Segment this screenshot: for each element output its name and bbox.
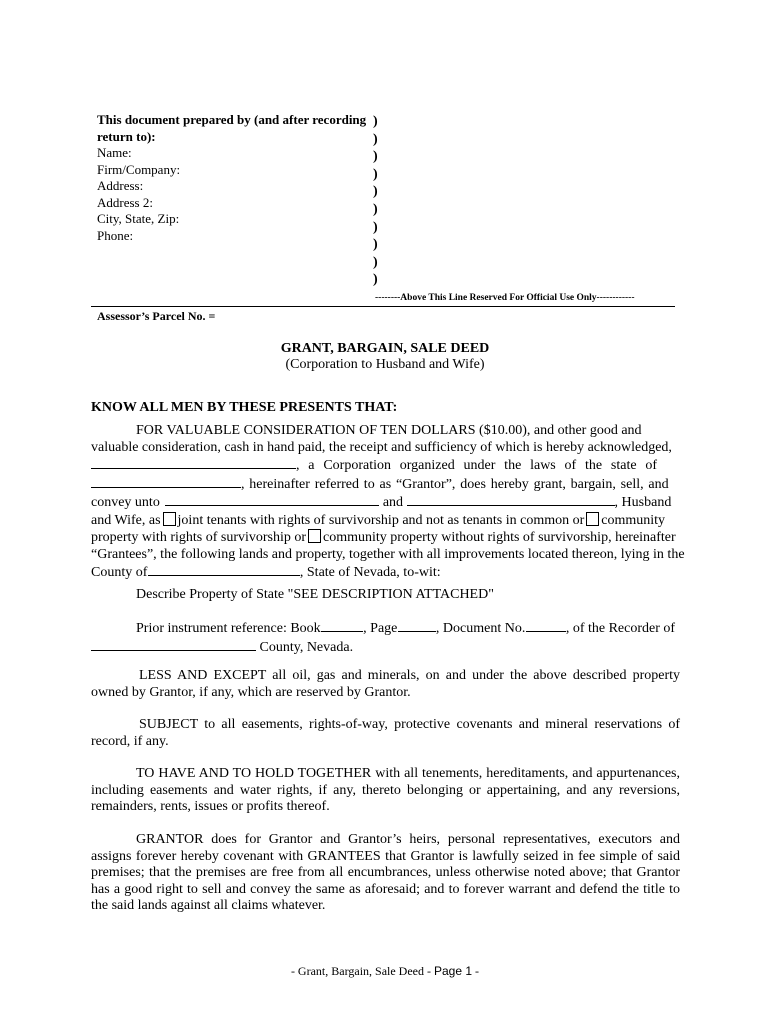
- paren: ): [373, 149, 378, 165]
- para-line: [91, 493, 680, 512]
- joint-tenants-checkbox[interactable]: [163, 512, 176, 526]
- footer-dash: -: [475, 964, 480, 978]
- text-run: , hereinafter referred to as “Grantor”, does hereby grant, bargain, sell, and: [241, 476, 669, 492]
- paren: ): [373, 166, 378, 182]
- para-line: [91, 423, 680, 440]
- text-run: FOR VALUABLE CONSIDERATION OF TEN DOLLARS ($10.00), and other good and: [136, 423, 642, 438]
- para-line: [91, 529, 680, 547]
- assessor-parcel-label: Assessor’s Parcel No. =: [97, 309, 216, 323]
- para-line: [91, 619, 680, 638]
- address-label: Address:: [97, 178, 144, 193]
- document-no-blank[interactable]: [526, 619, 566, 632]
- page-number: Page 1: [434, 964, 473, 978]
- paren: ): [373, 131, 378, 147]
- consideration-paragraph: [91, 423, 685, 582]
- community-property-rights-checkbox[interactable]: [586, 512, 599, 526]
- text-run: and: [382, 495, 404, 510]
- para-line: [91, 475, 680, 494]
- text-run: Prior instrument reference: Book: [136, 621, 321, 636]
- paren: ): [373, 254, 378, 270]
- reserved-line-text: --------Above This Line Reserved For Official Use Only------------: [375, 293, 635, 303]
- prior-instrument-paragraph: [91, 619, 680, 656]
- paren: ): [373, 114, 378, 129]
- text-run: County of: [91, 565, 148, 580]
- paren: ): [373, 272, 378, 288]
- deed-subtitle: (Corporation to Husband and Wife): [285, 357, 485, 372]
- text-run: convey unto: [91, 495, 160, 510]
- text-run: and Wife, as: [91, 512, 161, 528]
- subject-to-paragraph: SUBJECT to all easements, rights-of-way, protective covenants and mineral reservations of record, if any.: [91, 717, 680, 749]
- para-line: [91, 456, 680, 475]
- para-line: [91, 546, 685, 564]
- paren: ): [373, 219, 378, 235]
- county-blank[interactable]: [148, 563, 300, 576]
- page-blank[interactable]: [398, 619, 436, 632]
- phone-label: Phone:: [97, 227, 134, 243]
- text-run: , Document No.: [435, 621, 526, 636]
- address2-label: Address 2:: [97, 194, 153, 210]
- preparer-block: [97, 112, 367, 244]
- text-run: , Page: [363, 621, 398, 636]
- text-run: community: [601, 512, 666, 528]
- horizontal-rule: [91, 306, 675, 307]
- text-run: , of the Recorder of: [565, 621, 676, 636]
- para-line: [91, 638, 680, 657]
- paren: ): [373, 201, 378, 217]
- grantee2-blank[interactable]: [407, 493, 615, 506]
- habendum-paragraph: TO HAVE AND TO HOLD TOGETHER with all tenements, hereditaments, and appurtenances, including easements and water rights, if any, thereto belonging or appertaining, and any reversions, remainders, rents, issues or profits thereof.: [91, 766, 680, 814]
- book-blank[interactable]: [321, 619, 363, 632]
- grantee1-blank[interactable]: [165, 493, 379, 506]
- community-property-no-rights-checkbox[interactable]: [308, 529, 321, 543]
- state-blank[interactable]: [91, 475, 241, 488]
- para-line: [91, 563, 680, 582]
- text-run: , a Corporation organized under the laws of the state of: [296, 458, 658, 473]
- page-footer: [0, 964, 770, 979]
- deed-title: GRANT, BARGAIN, SALE DEED: [280, 341, 490, 356]
- para-line: [91, 440, 680, 457]
- preparer-heading-cont: return to):: [97, 128, 156, 144]
- text-run: , Husband: [614, 495, 672, 510]
- recorder-county-blank[interactable]: [91, 638, 256, 651]
- text-run: “Grantees”, the following lands and property, together with all improvements located thereon, lying in the: [91, 546, 685, 562]
- paren-column: [373, 113, 378, 289]
- city-label: City, State, Zip:: [97, 211, 180, 226]
- warranty-paragraph: GRANTOR does for Grantor and Grantor’s heirs, personal representatives, executors and assigns forever hereby covenant with GRANTEES that Grantor is lawfully seized in fee simple of said premises; that the premises are free from all encumbrances, unless otherwise noted above; that Grantor has a good right to sell and convey the same as aforesaid; and to forever warrant and defend the title to the said lands against all claims whatever.: [91, 832, 680, 913]
- para-line: [91, 512, 680, 530]
- text-run: joint tenants with rights of survivorship and not as tenants in common or: [177, 512, 585, 528]
- name-label: Name:: [97, 145, 132, 160]
- paren: ): [373, 237, 378, 253]
- text-run: community property without rights of survivorship, hereinafter: [323, 530, 676, 545]
- paren: ): [373, 184, 378, 200]
- footer-title: - Grant, Bargain, Sale Deed -: [290, 964, 431, 978]
- know-all-heading: KNOW ALL MEN BY THESE PRESENTS THAT:: [91, 400, 398, 415]
- corporation-name-blank[interactable]: [91, 456, 296, 469]
- text-run: , State of Nevada, to-wit:: [299, 565, 441, 580]
- text-run: valuable consideration, cash in hand paid, the receipt and sufficiency of which is hereby acknowledged,: [91, 439, 672, 455]
- less-and-except-paragraph: LESS AND EXCEPT all oil, gas and minerals, on and under the above described property owned by Grantor, if any, which are reserved by Grantor.: [91, 668, 680, 700]
- property-description: Describe Property of State "SEE DESCRIPTION ATTACHED": [136, 587, 494, 602]
- firm-label: Firm/Company:: [97, 161, 181, 177]
- text-run: property with rights of survivorship or: [91, 530, 307, 545]
- preparer-heading: This document prepared by (and after recording: [97, 112, 367, 127]
- text-run: County, Nevada.: [259, 639, 354, 655]
